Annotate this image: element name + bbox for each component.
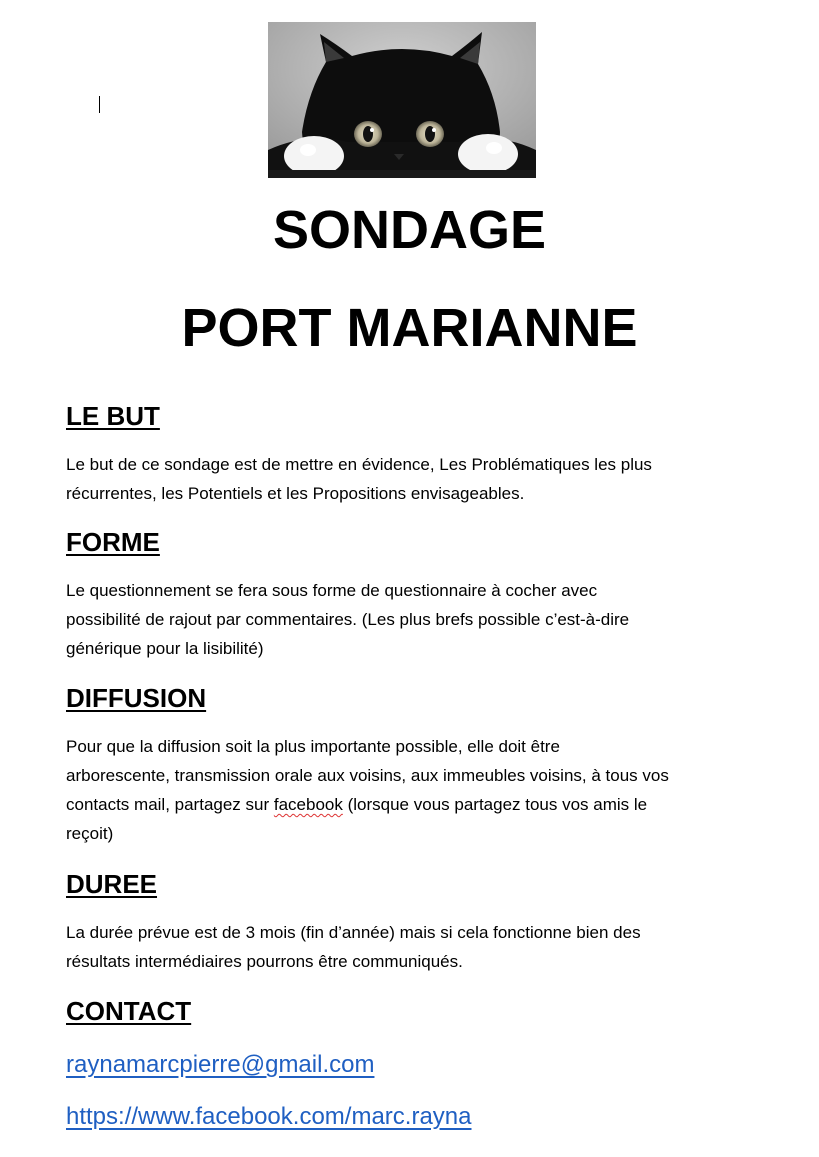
- diffusion-line-2: arborescente, transmission orale aux voisins, aux immeubles voisins, à tous vos: [66, 766, 669, 785]
- heading-le-but: LE BUT: [66, 401, 160, 431]
- heading-forme: FORME: [66, 527, 160, 557]
- duree-line-1: La durée prévue est de 3 mois (fin d’année) mais si cela fonctionne bien des: [66, 923, 641, 942]
- heading-contact: CONTACT: [66, 996, 192, 1026]
- but-line-1: Le but de ce sondage est de mettre en évidence, Les Problématiques les plus: [66, 455, 652, 474]
- spellcheck-word-facebook: facebook: [273, 795, 343, 814]
- black-cat-photo: [268, 22, 536, 178]
- heading-diffusion: DIFFUSION: [66, 683, 207, 713]
- facebook-link[interactable]: https://www.facebook.com/marc.rayna: [66, 1103, 472, 1130]
- forme-line-2: possibilité de rajout par commentaires. (Les plus brefs possible c’est-à-dire: [66, 610, 630, 629]
- title-line-1: SONDAGE: [272, 200, 547, 260]
- heading-duree: DUREE: [66, 869, 158, 899]
- diffusion-line-3: [66, 790, 786, 820]
- diffusion-line-3-pre: contacts mail, partagez sur: [66, 795, 274, 814]
- diffusion-line-4: reçoit): [66, 824, 114, 843]
- but-line-2: récurrentes, les Potentiels et les Propositions envisageables.: [66, 484, 525, 503]
- title-line-2: PORT MARIANNE: [181, 298, 638, 358]
- duree-line-2: résultats intermédiaires pourrons être communiqués.: [66, 952, 463, 971]
- text-cursor: [99, 96, 100, 113]
- forme-line-1: Le questionnement se fera sous forme de questionnaire à cocher avec: [66, 581, 598, 600]
- diffusion-line-1: Pour que la diffusion soit la plus importante possible, elle doit être: [66, 737, 560, 756]
- forme-line-3: générique pour la lisibilité): [66, 639, 264, 658]
- diffusion-line-3-post: (lorsque vous partagez tous vos amis le: [342, 795, 648, 814]
- email-link[interactable]: raynamarcpierre@gmail.com: [66, 1051, 375, 1078]
